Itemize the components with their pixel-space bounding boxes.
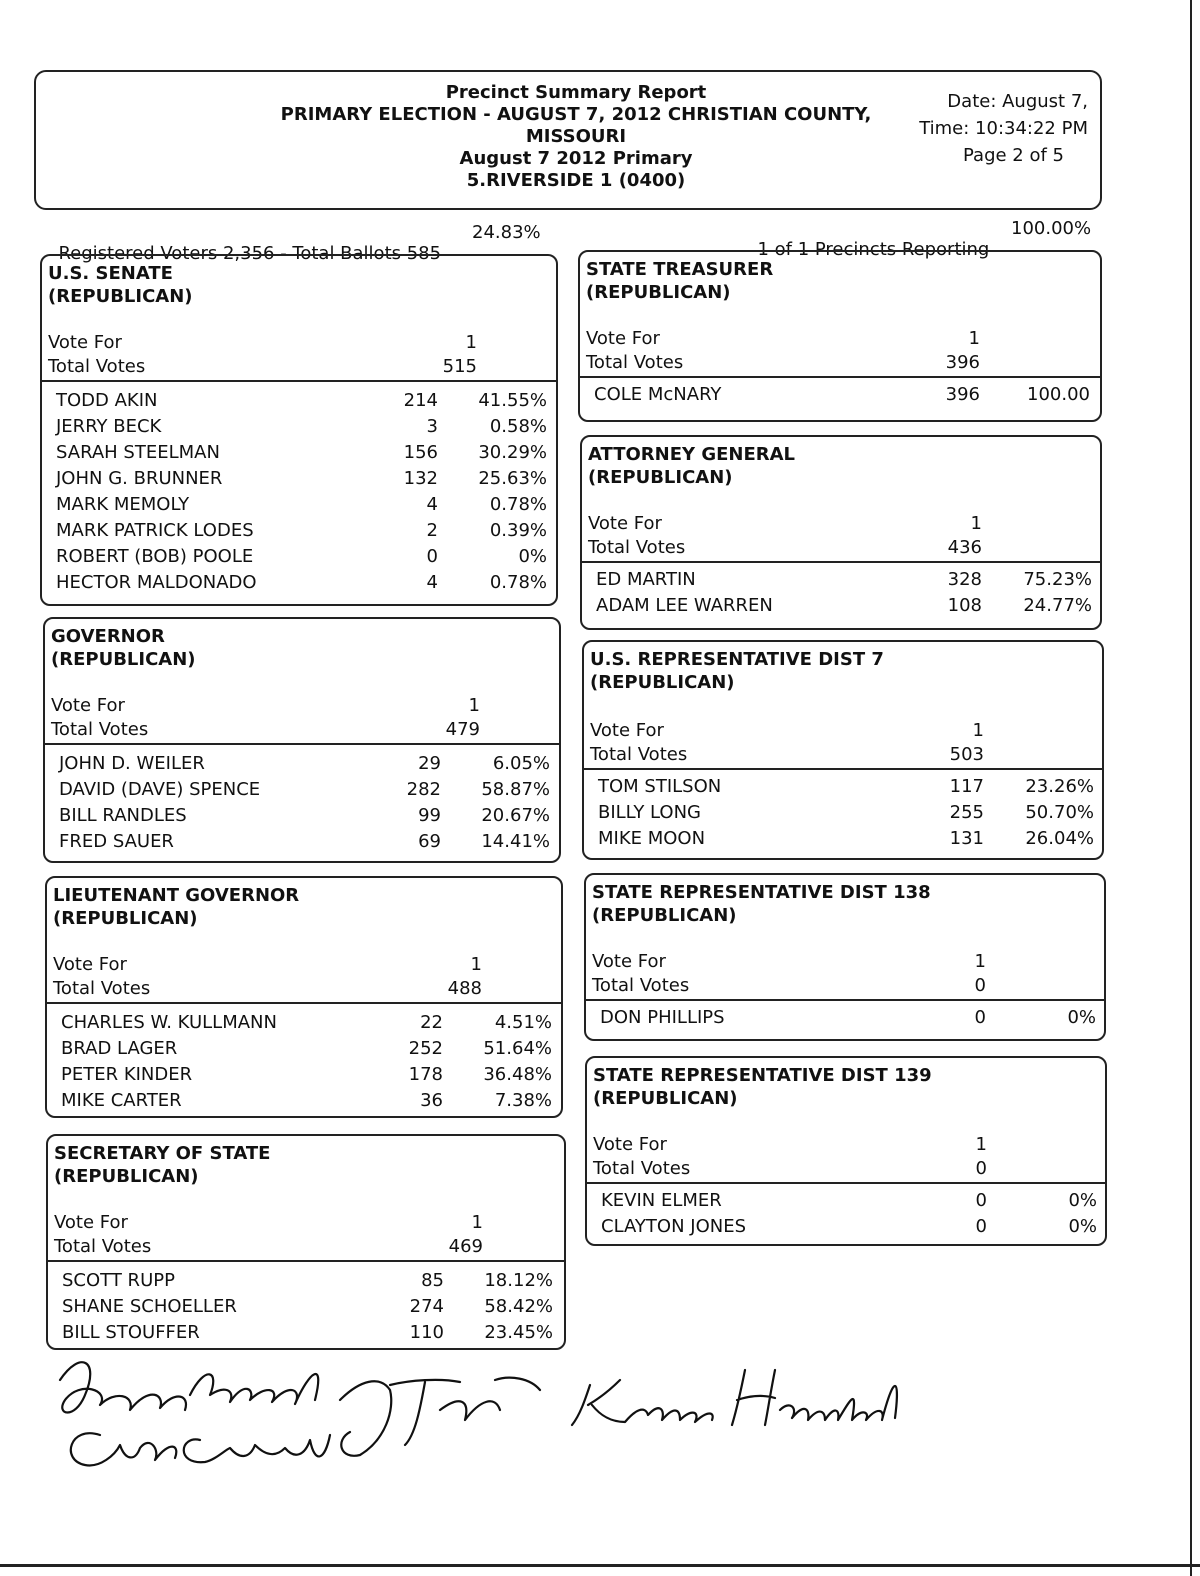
candidate-percent: 0% bbox=[518, 546, 547, 567]
report-date: Date: August 7, bbox=[947, 91, 1088, 112]
candidate-percent: 23.45% bbox=[484, 1322, 553, 1343]
report-time: Time: 10:34:22 PM bbox=[919, 118, 1088, 139]
candidate-percent: 58.87% bbox=[481, 779, 550, 800]
candidate-votes: 0 bbox=[975, 1190, 987, 1211]
total-votes-label: Total Votes bbox=[48, 356, 146, 377]
total-votes-value: 0 bbox=[975, 1158, 987, 1179]
vote-for-label: Vote For bbox=[51, 695, 125, 716]
candidate-votes: 132 bbox=[403, 468, 438, 489]
vote-for-value: 1 bbox=[970, 513, 982, 534]
candidate-name: TOM STILSON bbox=[598, 776, 722, 797]
candidate-votes: 156 bbox=[403, 442, 438, 463]
candidate-percent: 100.00 bbox=[1027, 384, 1090, 405]
candidate-name: BILLY LONG bbox=[598, 802, 702, 823]
total-votes-value: 469 bbox=[448, 1236, 483, 1257]
vote-for-label: Vote For bbox=[590, 720, 664, 741]
candidate-votes: 99 bbox=[418, 805, 441, 826]
race-box bbox=[578, 250, 1102, 422]
candidate-percent: 25.63% bbox=[478, 468, 547, 489]
race-divider bbox=[48, 1260, 564, 1262]
candidate-name: SHANE SCHOELLER bbox=[62, 1296, 237, 1317]
candidate-votes: 22 bbox=[420, 1012, 443, 1033]
signatures bbox=[40, 1340, 900, 1490]
candidate-percent: 20.67% bbox=[481, 805, 550, 826]
total-votes-value: 479 bbox=[445, 719, 480, 740]
candidate-percent: 50.70% bbox=[1025, 802, 1094, 823]
total-votes-label: Total Votes bbox=[51, 719, 149, 740]
vote-for-value: 1 bbox=[465, 332, 477, 353]
report-meta bbox=[868, 88, 1088, 169]
candidate-votes: 328 bbox=[947, 569, 982, 590]
candidate-percent: 23.26% bbox=[1025, 776, 1094, 797]
race-title: LIEUTENANT GOVERNOR (REPUBLICAN) bbox=[53, 885, 300, 929]
candidate-name: MARK MEMOLY bbox=[56, 494, 190, 515]
total-votes-value: 503 bbox=[949, 744, 984, 765]
total-votes-value: 515 bbox=[442, 356, 477, 377]
race-box bbox=[45, 876, 563, 1118]
candidate-votes: 0 bbox=[975, 1216, 987, 1237]
candidate-percent: 0.39% bbox=[489, 520, 547, 541]
candidate-percent: 6.05% bbox=[492, 753, 550, 774]
candidate-name: BILL STOUFFER bbox=[62, 1322, 200, 1343]
candidate-percent: 0% bbox=[1067, 1007, 1096, 1028]
race-title: U.S. SENATE (REPUBLICAN) bbox=[48, 263, 193, 307]
title-line: Precinct Summary Report bbox=[445, 82, 707, 103]
candidate-percent: 0.58% bbox=[489, 416, 547, 437]
candidate-name: JOHN D. WEILER bbox=[59, 753, 205, 774]
race-divider bbox=[45, 743, 559, 745]
candidate-votes: 396 bbox=[945, 384, 980, 405]
vote-for-label: Vote For bbox=[586, 328, 660, 349]
signature-middle bbox=[340, 1378, 540, 1456]
registered-voters: Registered Voters 2,356 - Total Ballots 585 bbox=[58, 243, 442, 264]
signature-carla-esau bbox=[71, 1433, 330, 1465]
race-divider bbox=[582, 561, 1100, 563]
candidate-name: BILL RANDLES bbox=[59, 805, 187, 826]
total-votes-label: Total Votes bbox=[592, 975, 690, 996]
vote-for-value: 1 bbox=[470, 954, 482, 975]
candidate-votes: 255 bbox=[949, 802, 984, 823]
candidate-votes: 274 bbox=[409, 1296, 444, 1317]
candidate-votes: 4 bbox=[426, 494, 438, 515]
total-votes-value: 488 bbox=[447, 978, 482, 999]
candidate-votes: 4 bbox=[426, 572, 438, 593]
race-divider bbox=[584, 768, 1102, 770]
candidate-percent: 75.23% bbox=[1023, 569, 1092, 590]
title-line: PRIMARY ELECTION - AUGUST 7, 2012 CHRISTIAN COUNTY, bbox=[280, 104, 872, 125]
candidate-votes: 69 bbox=[418, 831, 441, 852]
candidate-percent: 24.77% bbox=[1023, 595, 1092, 616]
race-title: GOVERNOR (REPUBLICAN) bbox=[51, 626, 196, 670]
candidate-percent: 18.12% bbox=[484, 1270, 553, 1291]
vote-for-label: Vote For bbox=[588, 513, 662, 534]
candidate-name: ADAM LEE WARREN bbox=[596, 595, 773, 616]
race-box bbox=[585, 1056, 1107, 1246]
candidate-votes: 252 bbox=[408, 1038, 443, 1059]
candidate-percent: 36.48% bbox=[483, 1064, 552, 1085]
candidate-votes: 2 bbox=[426, 520, 438, 541]
vote-for-value: 1 bbox=[968, 328, 980, 349]
signature-lisa-russell bbox=[60, 1362, 318, 1412]
race-title: U.S. REPRESENTATIVE DIST 7 (REPUBLICAN) bbox=[590, 649, 884, 693]
candidate-name: MIKE CARTER bbox=[61, 1090, 182, 1111]
candidate-votes: 117 bbox=[949, 776, 984, 797]
candidate-name: HECTOR MALDONADO bbox=[56, 572, 257, 593]
candidate-percent: 51.64% bbox=[483, 1038, 552, 1059]
candidate-votes: 131 bbox=[949, 828, 984, 849]
candidate-votes: 29 bbox=[418, 753, 441, 774]
report-header bbox=[34, 70, 1102, 210]
total-votes-label: Total Votes bbox=[53, 978, 151, 999]
total-votes-value: 0 bbox=[974, 975, 986, 996]
page-edge-right bbox=[1190, 0, 1192, 1576]
vote-for-label: Vote For bbox=[593, 1134, 667, 1155]
candidate-name: PETER KINDER bbox=[61, 1064, 193, 1085]
candidate-percent: 0.78% bbox=[489, 572, 547, 593]
race-title: STATE TREASURER (REPUBLICAN) bbox=[586, 259, 774, 303]
candidate-percent: 4.51% bbox=[494, 1012, 552, 1033]
race-box bbox=[40, 254, 558, 606]
total-votes-label: Total Votes bbox=[593, 1158, 691, 1179]
candidate-votes: 0 bbox=[426, 546, 438, 567]
signature-karren-householder bbox=[572, 1370, 897, 1425]
total-votes-label: Total Votes bbox=[586, 352, 684, 373]
total-votes-label: Total Votes bbox=[590, 744, 688, 765]
vote-for-label: Vote For bbox=[54, 1212, 128, 1233]
candidate-votes: 0 bbox=[974, 1007, 986, 1028]
candidate-percent: 41.55% bbox=[478, 390, 547, 411]
race-divider bbox=[47, 1002, 561, 1004]
candidate-votes: 282 bbox=[406, 779, 441, 800]
candidate-name: CLAYTON JONES bbox=[601, 1216, 747, 1237]
candidate-percent: 7.38% bbox=[494, 1090, 552, 1111]
candidate-name: ED MARTIN bbox=[596, 569, 696, 590]
turnout-percent: 24.83% bbox=[472, 222, 541, 243]
candidate-name: FRED SAUER bbox=[59, 831, 174, 852]
race-box bbox=[580, 435, 1102, 630]
vote-for-value: 1 bbox=[975, 1134, 987, 1155]
candidate-percent: 30.29% bbox=[478, 442, 547, 463]
candidate-percent: 0% bbox=[1068, 1190, 1097, 1211]
total-votes-label: Total Votes bbox=[54, 1236, 152, 1257]
candidate-votes: 85 bbox=[421, 1270, 444, 1291]
race-title: STATE REPRESENTATIVE DIST 139 (REPUBLICAN) bbox=[593, 1065, 932, 1109]
candidate-name: DAVID (DAVE) SPENCE bbox=[59, 779, 261, 800]
candidate-votes: 214 bbox=[403, 390, 438, 411]
vote-for-label: Vote For bbox=[592, 951, 666, 972]
candidate-name: JERRY BECK bbox=[56, 416, 162, 437]
candidate-name: JOHN G. BRUNNER bbox=[56, 468, 223, 489]
candidate-votes: 108 bbox=[947, 595, 982, 616]
title-line: August 7 2012 Primary bbox=[459, 148, 693, 169]
race-divider bbox=[586, 999, 1104, 1001]
total-votes-label: Total Votes bbox=[588, 537, 686, 558]
candidate-name: DON PHILLIPS bbox=[600, 1007, 725, 1028]
candidate-percent: 58.42% bbox=[484, 1296, 553, 1317]
title-line: 5.RIVERSIDE 1 (0400) bbox=[466, 170, 686, 191]
vote-for-label: Vote For bbox=[48, 332, 122, 353]
report-page: Page 2 of 5 bbox=[963, 145, 1064, 166]
precincts-reporting: 1 of 1 Precincts Reporting bbox=[757, 239, 990, 260]
race-box bbox=[584, 873, 1106, 1041]
candidate-percent: 26.04% bbox=[1025, 828, 1094, 849]
candidate-name: KEVIN ELMER bbox=[601, 1190, 722, 1211]
candidate-name: SCOTT RUPP bbox=[62, 1270, 175, 1291]
race-title: ATTORNEY GENERAL (REPUBLICAN) bbox=[588, 444, 796, 488]
candidate-name: MARK PATRICK LODES bbox=[56, 520, 254, 541]
candidate-votes: 36 bbox=[420, 1090, 443, 1111]
candidate-votes: 178 bbox=[408, 1064, 443, 1085]
race-divider bbox=[580, 376, 1100, 378]
race-box bbox=[43, 617, 561, 863]
candidate-name: ROBERT (BOB) POOLE bbox=[56, 546, 254, 567]
candidate-name: CHARLES W. KULLMANN bbox=[61, 1012, 277, 1033]
candidate-name: COLE McNARY bbox=[594, 384, 722, 405]
candidate-percent: 0% bbox=[1068, 1216, 1097, 1237]
vote-for-value: 1 bbox=[468, 695, 480, 716]
race-title: SECRETARY OF STATE (REPUBLICAN) bbox=[54, 1143, 271, 1187]
candidate-votes: 110 bbox=[409, 1322, 444, 1343]
race-divider bbox=[587, 1182, 1105, 1184]
total-votes-value: 436 bbox=[947, 537, 982, 558]
vote-for-value: 1 bbox=[974, 951, 986, 972]
precincts-percent: 100.00% bbox=[1011, 218, 1092, 239]
report-title bbox=[236, 82, 916, 192]
race-title: STATE REPRESENTATIVE DIST 138 (REPUBLICAN) bbox=[592, 882, 931, 926]
race-divider bbox=[42, 380, 556, 382]
candidate-name: TODD AKIN bbox=[56, 390, 158, 411]
title-line: MISSOURI bbox=[525, 126, 627, 147]
vote-for-label: Vote For bbox=[53, 954, 127, 975]
vote-for-value: 1 bbox=[471, 1212, 483, 1233]
total-votes-value: 396 bbox=[945, 352, 980, 373]
race-box bbox=[46, 1134, 566, 1350]
race-box bbox=[582, 640, 1104, 860]
candidate-votes: 3 bbox=[426, 416, 438, 437]
vote-for-value: 1 bbox=[972, 720, 984, 741]
candidate-percent: 14.41% bbox=[481, 831, 550, 852]
candidate-name: SARAH STEELMAN bbox=[56, 442, 220, 463]
candidate-name: BRAD LAGER bbox=[61, 1038, 178, 1059]
candidate-percent: 0.78% bbox=[489, 494, 547, 515]
candidate-name: MIKE MOON bbox=[598, 828, 706, 849]
page-edge-bottom bbox=[0, 1564, 1200, 1567]
